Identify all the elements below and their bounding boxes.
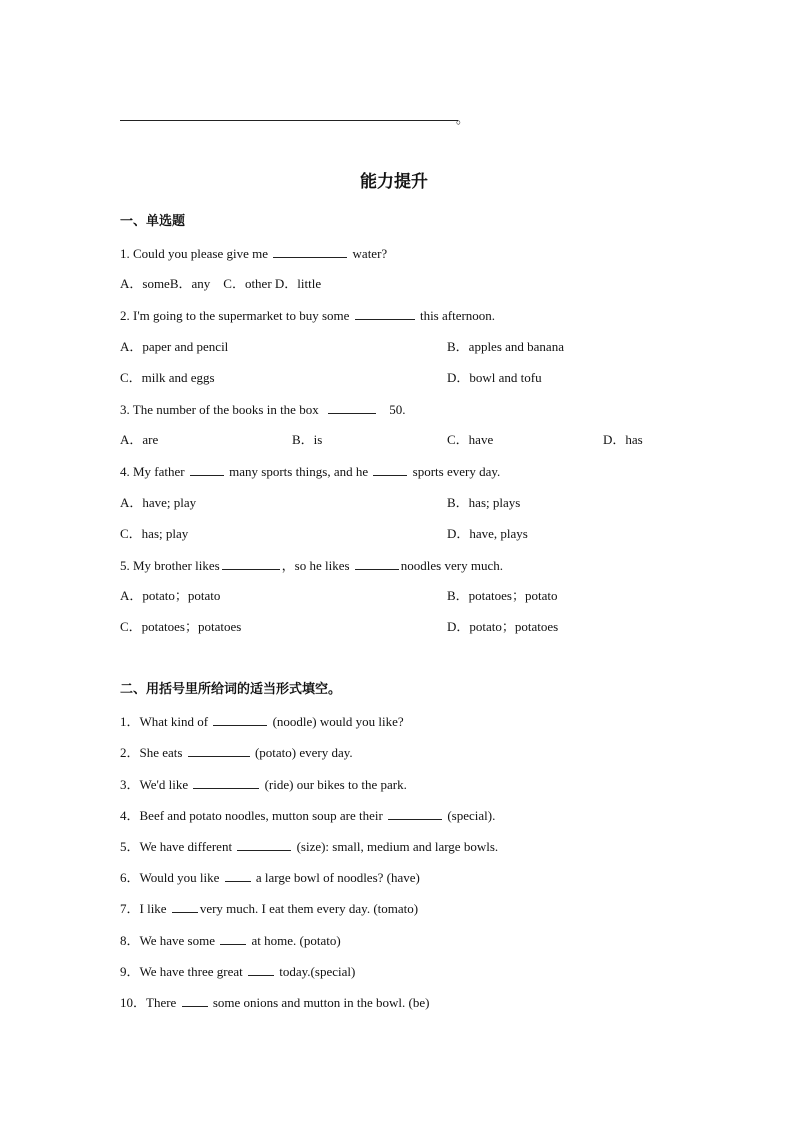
item-text: 9．We have three great [120, 964, 243, 979]
question-text: 2. I'm going to the supermarket to buy some [120, 308, 350, 323]
fill-item [120, 776, 407, 793]
item-text: (size): small, medium and large bowls. [296, 839, 499, 854]
question-text: this afternoon. [419, 308, 496, 323]
question-3 [120, 401, 405, 418]
q2-option-c[interactable]: C．milk and eggs [120, 370, 215, 385]
answer-blank[interactable] [220, 932, 246, 945]
answer-blank[interactable] [182, 994, 208, 1007]
answer-blank[interactable] [355, 557, 399, 570]
item-text: 3．We'd like [120, 777, 189, 792]
answer-blank[interactable] [237, 838, 291, 851]
item-text: 4．Beef and potato noodles, mutton soup are their [120, 808, 383, 823]
answer-blank[interactable] [188, 744, 250, 757]
q3-option-a[interactable]: A．are [120, 432, 159, 447]
question-text: 4. My father [120, 464, 185, 479]
item-text: (noodle) would you like? [272, 714, 404, 729]
answer-blank[interactable] [213, 713, 267, 726]
q4-option-b[interactable]: B．has; plays [447, 495, 521, 510]
q3-option-b[interactable]: B．is [292, 432, 323, 447]
q1-options: A．someB．any C．other D．little [120, 276, 322, 291]
answer-blank[interactable] [373, 463, 407, 476]
item-text: 5．We have different [120, 839, 233, 854]
q5-option-a[interactable]: A．potato；potato [120, 588, 221, 603]
fill-item [120, 932, 341, 949]
item-text: 7．I like [120, 901, 167, 916]
answer-blank[interactable] [225, 869, 251, 882]
item-text: 10．There [120, 995, 177, 1010]
question-text: 50. [389, 402, 406, 417]
question-5 [120, 557, 503, 574]
part2-heading: 二、用括号里所给词的适当形式填空。 [120, 681, 342, 696]
fill-item [120, 963, 355, 980]
item-text: very much. I eat them every day. (tomato) [199, 901, 419, 916]
fill-item [120, 713, 404, 730]
item-text: 1．What kind of [120, 714, 209, 729]
question-text: 5. My brother likes [120, 558, 220, 573]
question-text: sports every day. [412, 464, 501, 479]
answer-line [120, 120, 458, 121]
item-text: some onions and mutton in the bowl. (be) [212, 995, 430, 1010]
fill-item [120, 869, 420, 886]
fill-item [120, 807, 495, 824]
question-text: ，so he likes [281, 558, 350, 573]
answer-blank[interactable] [388, 807, 442, 820]
item-text: at home. (potato) [251, 933, 341, 948]
q3-option-d[interactable]: D．has [603, 432, 643, 447]
item-text: 8．We have some [120, 933, 215, 948]
fill-item [120, 900, 418, 917]
question-4 [120, 463, 500, 480]
item-text: (ride) our bikes to the park. [264, 777, 407, 792]
answer-blank[interactable] [328, 401, 376, 414]
question-text: 1. Could you please give me [120, 246, 269, 261]
fill-item [120, 744, 353, 761]
q3-option-c[interactable]: C．have [447, 432, 494, 447]
part1-heading: 一、单选题 [120, 213, 186, 228]
answer-blank[interactable] [193, 776, 259, 789]
section-title: 能力提升 [360, 172, 428, 191]
q4-option-a[interactable]: A．have; play [120, 495, 197, 510]
item-text: (potato) every day. [254, 745, 353, 760]
q5-option-d[interactable]: D．potato；potatoes [447, 619, 559, 634]
question-text: noodles very much. [400, 558, 503, 573]
fill-item [120, 838, 498, 855]
item-text: (special). [447, 808, 496, 823]
answer-blank[interactable] [172, 900, 198, 913]
answer-blank[interactable] [273, 245, 347, 258]
question-text: water? [352, 246, 388, 261]
question-text: many sports things, and he [229, 464, 369, 479]
q2-option-d[interactable]: D．bowl and tofu [447, 370, 542, 385]
q2-option-b[interactable]: B．apples and banana [447, 339, 564, 354]
question-2 [120, 307, 495, 324]
answer-blank[interactable] [248, 963, 274, 976]
item-text: 2．She eats [120, 745, 183, 760]
q5-option-b[interactable]: B．potatoes；potato [447, 588, 558, 603]
answer-blank[interactable] [222, 557, 280, 570]
item-text: today.(special) [279, 964, 356, 979]
question-1 [120, 245, 387, 262]
q2-option-a[interactable]: A．paper and pencil [120, 339, 229, 354]
question-text: 3. The number of the books in the box [120, 402, 319, 417]
item-text: a large bowl of noodles? (have) [255, 870, 420, 885]
answer-blank[interactable] [190, 463, 224, 476]
end-mark: 。 [456, 111, 470, 126]
item-text: 6．Would you like [120, 870, 220, 885]
q4-option-c[interactable]: C．has; play [120, 526, 189, 541]
answer-blank[interactable] [355, 307, 415, 320]
fill-item [120, 994, 429, 1011]
q4-option-d[interactable]: D．have, plays [447, 526, 528, 541]
q5-option-c[interactable]: C．potatoes；potatoes [120, 619, 242, 634]
